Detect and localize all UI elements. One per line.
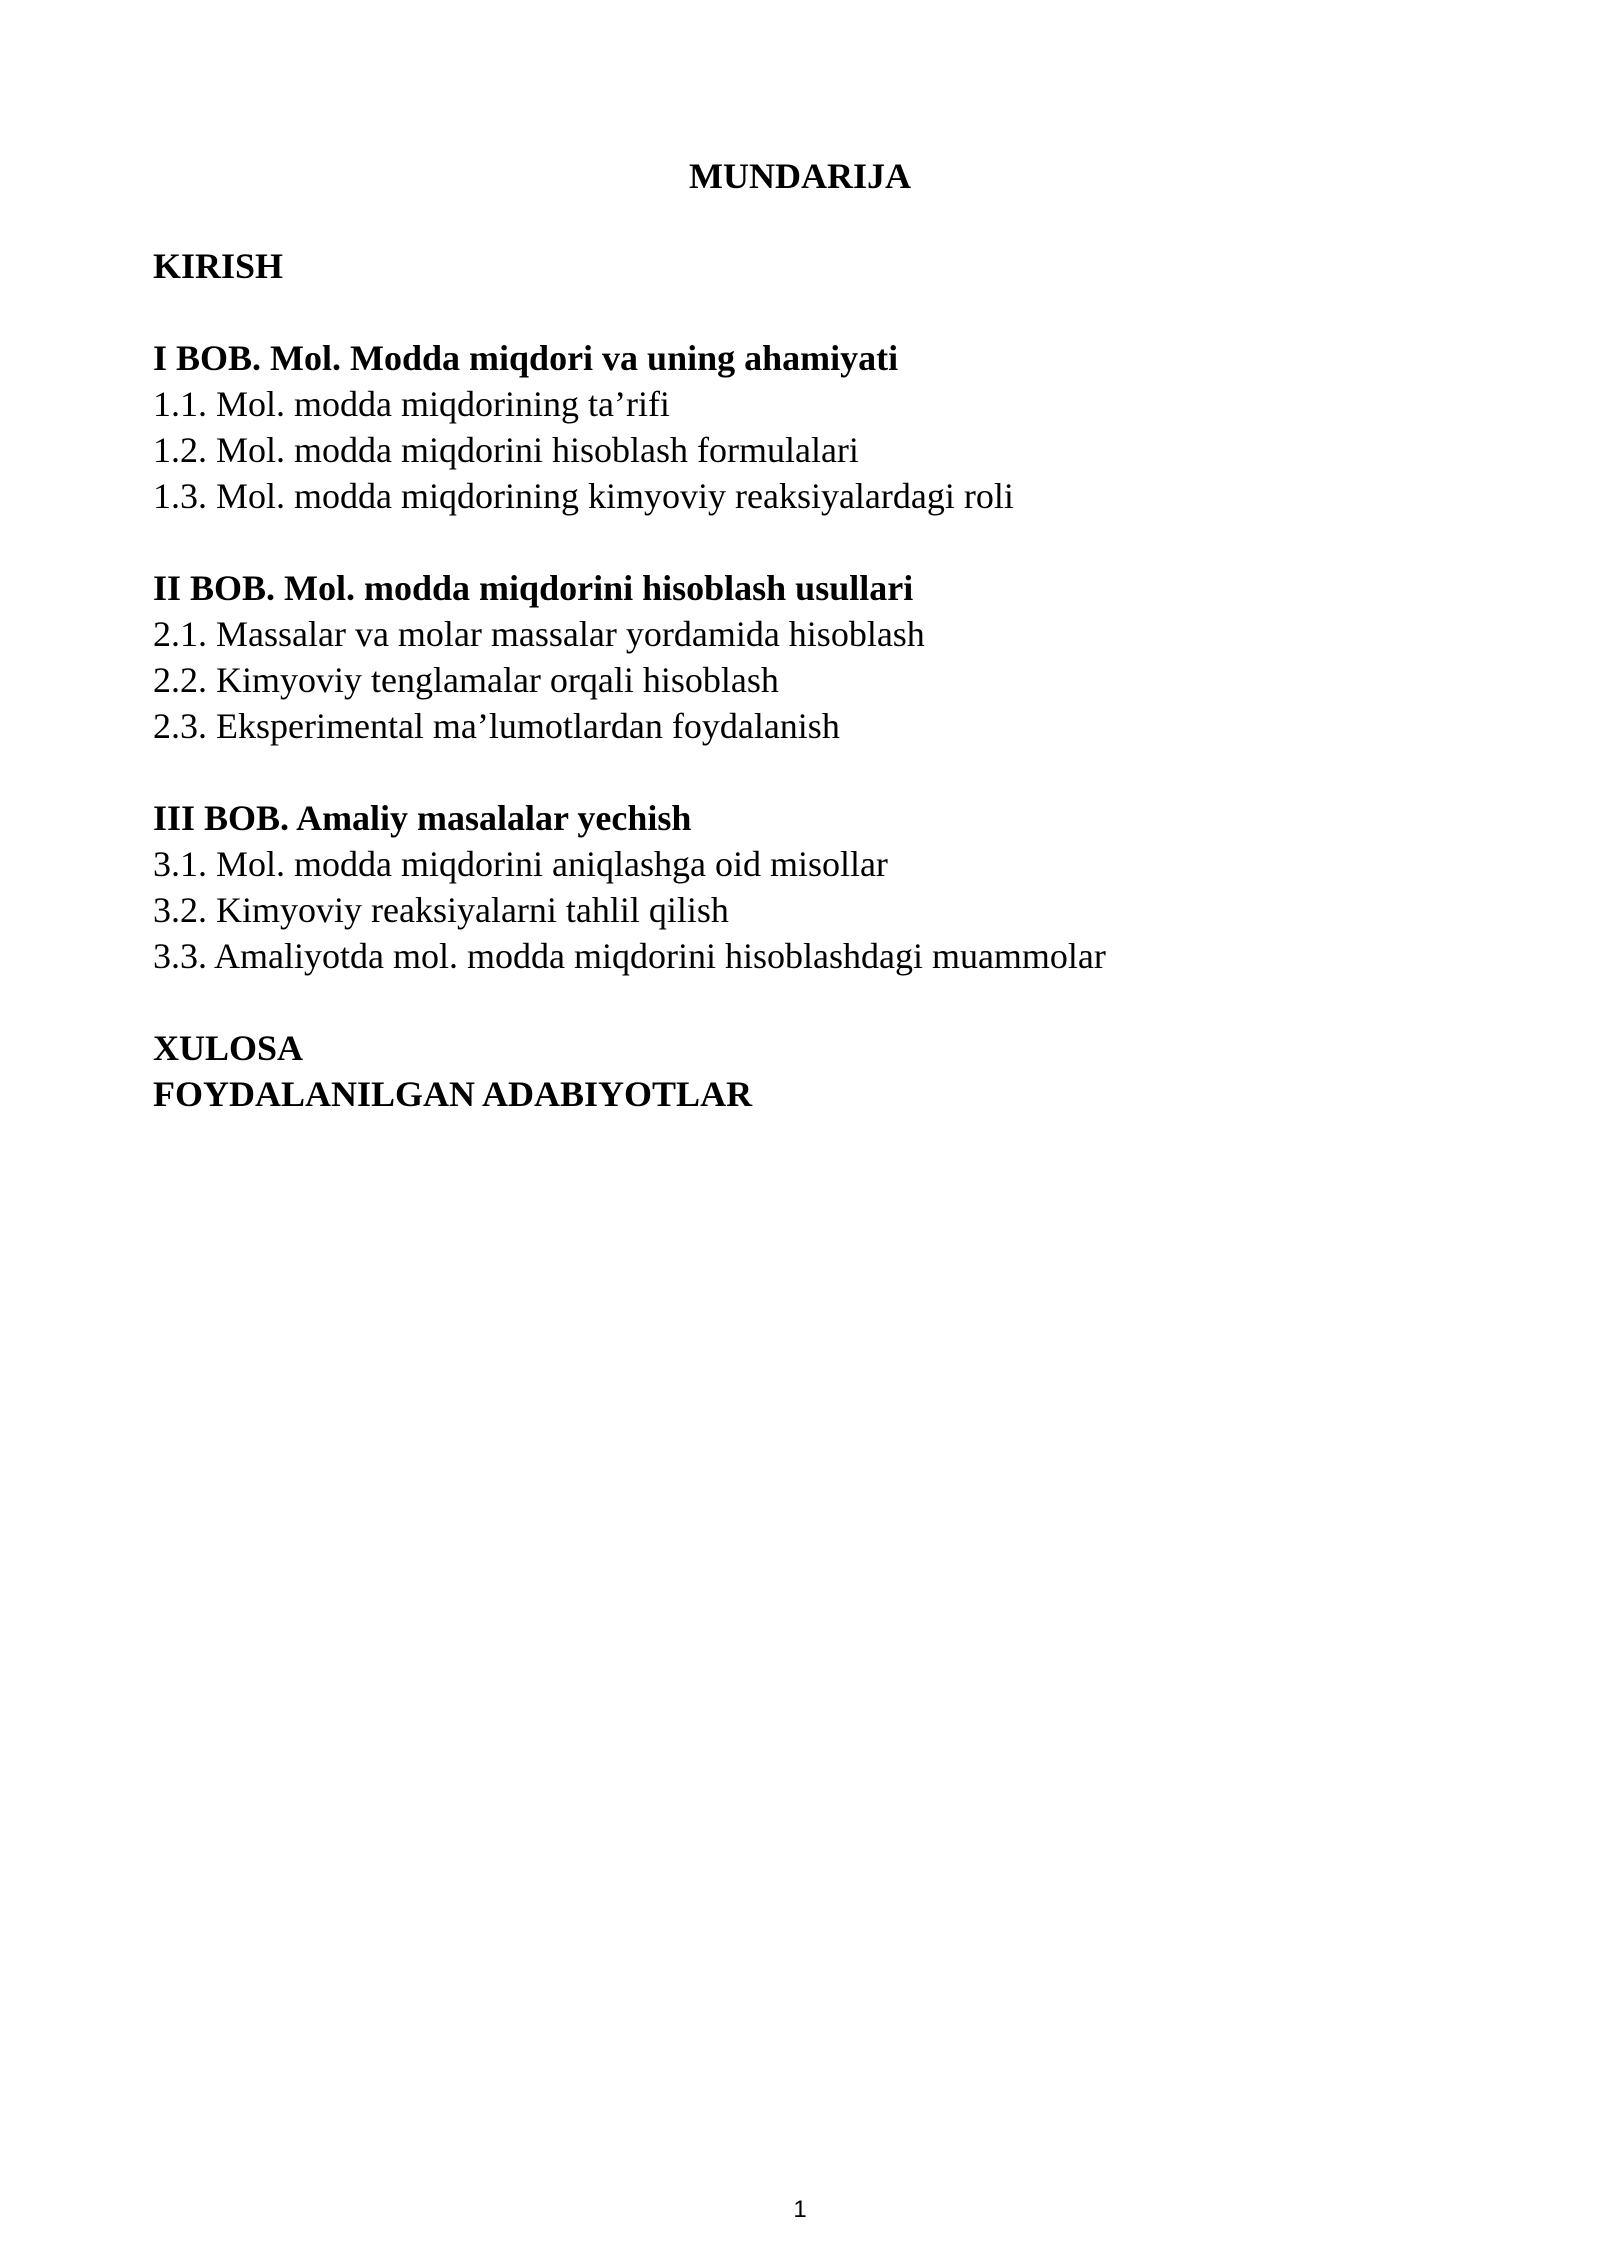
section-1-2: 1.2. Mol. modda miqdorini hisoblash formulalari — [153, 430, 859, 470]
spacer — [153, 749, 1453, 795]
section-1-1: 1.1. Mol. modda miqdorining ta’rifi — [153, 384, 670, 424]
toc-introduction: KIRISH — [153, 246, 284, 286]
table-of-contents — [153, 243, 1453, 1117]
section-2-2: 2.2. Kimyoviy tenglamalar orqali hisoblash — [153, 660, 779, 700]
spacer — [153, 519, 1453, 565]
spacer — [153, 289, 1453, 335]
section-3-2: 3.2. Kimyoviy reaksiyalarni tahlil qilish — [153, 890, 729, 930]
chapter-1-heading: I BOB. Mol. Modda miqdori va uning ahamiyati — [153, 338, 899, 378]
section-1-3: 1.3. Mol. modda miqdorining kimyoviy reaksiyalardagi roli — [153, 476, 1014, 516]
section-3-1: 3.1. Mol. modda miqdorini aniqlashga oid misollar — [153, 844, 888, 884]
section-2-1: 2.1. Massalar va molar massalar yordamida hisoblash — [153, 614, 925, 654]
section-3-3: 3.3. Amaliyotda mol. modda miqdorini hisoblashdagi muammolar — [153, 936, 1106, 976]
toc-conclusion: XULOSA — [153, 1028, 304, 1068]
spacer — [153, 979, 1453, 1025]
page-number: 1 — [793, 2196, 807, 2223]
toc-references: FOYDALANILGAN ADABIYOTLAR — [153, 1074, 753, 1114]
chapter-3-heading: III BOB. Amaliy masalalar yechish — [153, 798, 692, 838]
chapter-2-heading: II BOB. Mol. modda miqdorini hisoblash usullari — [153, 568, 914, 608]
page-title: MUNDARIJA — [689, 156, 911, 196]
section-2-3: 2.3. Eksperimental ma’lumotlardan foydalanish — [153, 706, 840, 746]
